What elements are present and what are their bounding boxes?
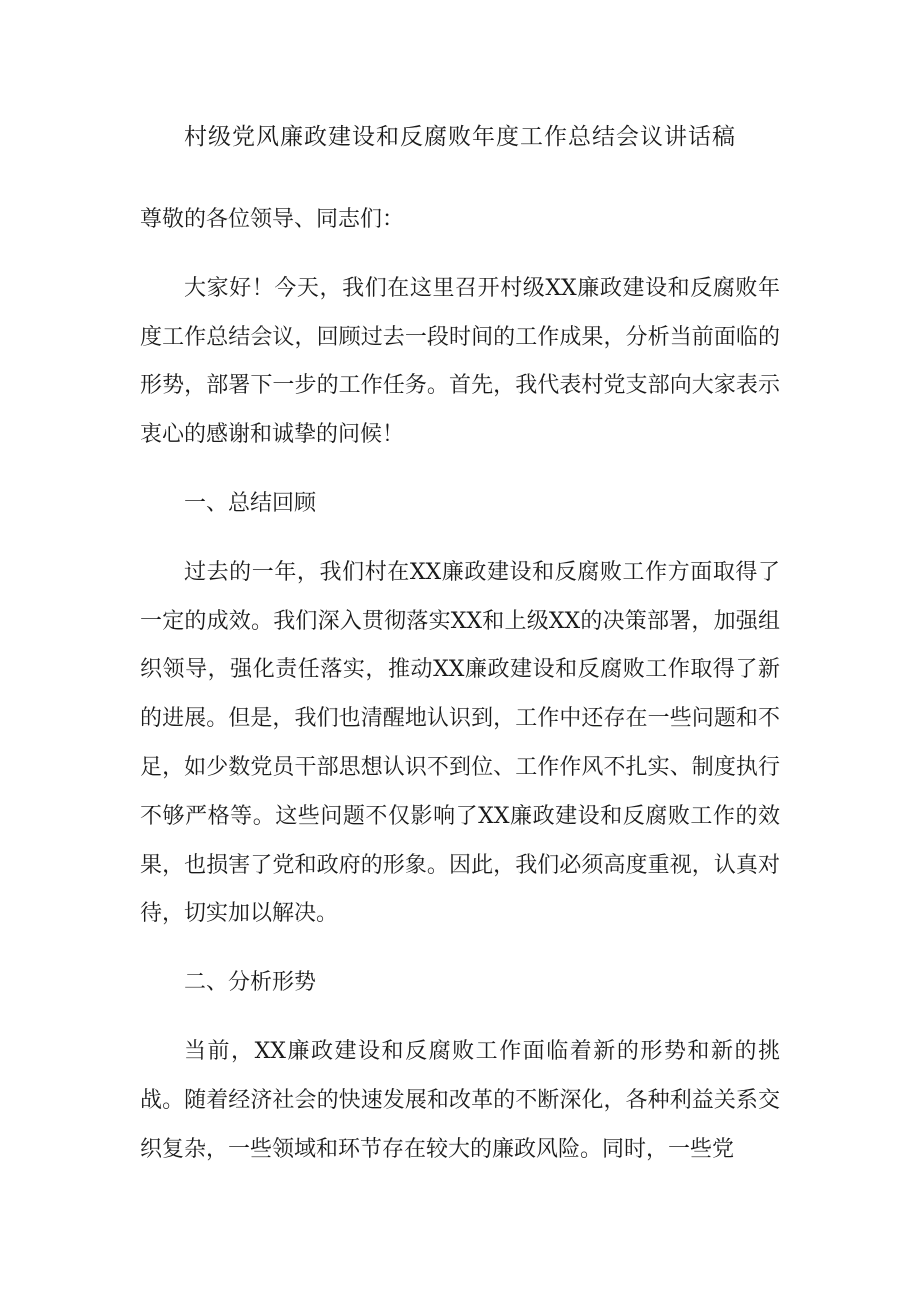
document-body (140, 196, 780, 1194)
salutation: 尊敬的各位领导、同志们： (140, 207, 405, 232)
summary-paragraph: 过去的一年，我们村在XX廉政建设和反腐败工作方面取得了一定的成效。我们深入贯彻落实XX和上级XX的决策部署，加强组织领导，强化责任落实，推动XX廉政建设和反腐败工作取得了新的进展。但是，我们也清醒地认识到，工作中还存在一些问题和不足，如少数党员干部思想认识不到位、工作作风不扎实、制度执行不够严格等。这些问题不仅影响了XX廉政建设和反腐败工作的效果，也损害了党和政府的形象。因此，我们必须高度重视，认真对待，切实加以解决。 (140, 559, 780, 927)
section-heading-analysis: 二、分析形势 (184, 970, 317, 996)
section-heading-summary: 一、总结回顾 (184, 490, 317, 516)
document-title: 村级党风廉政建设和反腐败年度工作总结会议讲话稿 (184, 124, 736, 150)
analysis-paragraph: 当前，XX廉政建设和反腐败工作面临着新的形势和新的挑战。随着经济社会的快速发展和改革的不断深化，各种利益关系交织复杂，一些领域和环节存在较大的廉政风险。同时，一些党 (140, 1038, 780, 1162)
intro-paragraph: 大家好！今天，我们在这里召开村级XX廉政建设和反腐败年度工作总结会议，回顾过去一段时间的工作成果，分析当前面临的形势，部署下一步的工作任务。首先，我代表村党支部向大家表示衷心的感谢和诚挚的问候！ (140, 275, 780, 448)
